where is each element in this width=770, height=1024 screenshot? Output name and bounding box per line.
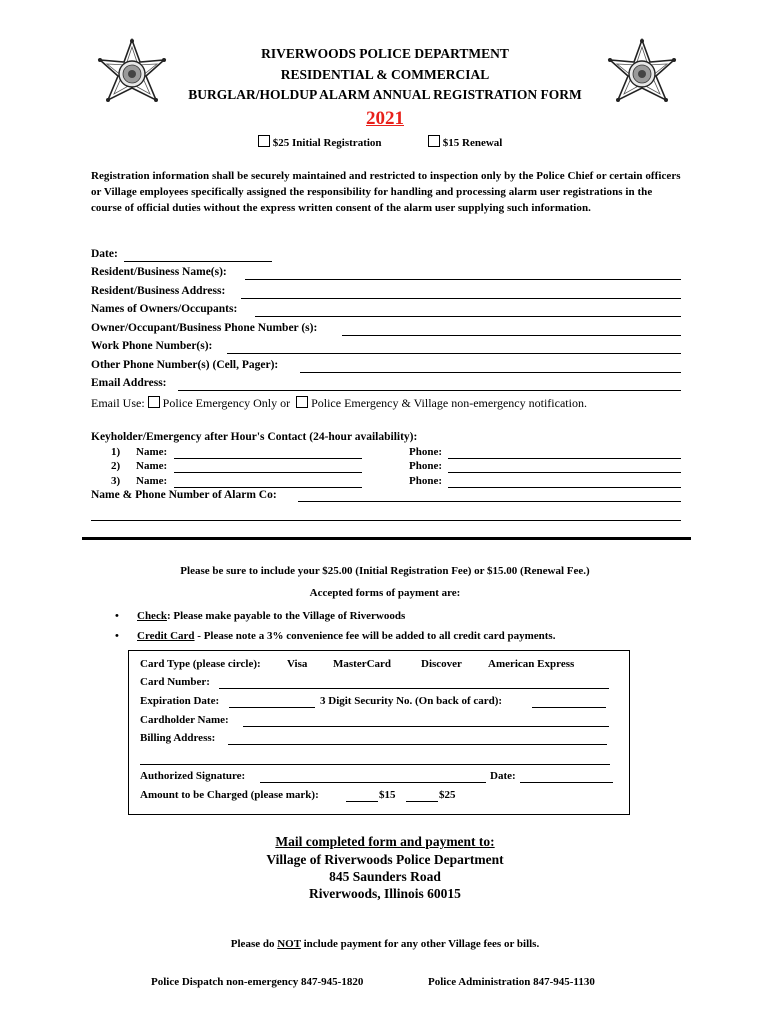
resident-name-label: Resident/Business Name(s): [91,266,227,278]
keyholder-heading: Keyholder/Emergency after Hour's Contact (24-hour availability): [91,431,418,443]
header-line-2: RESIDENTIAL & COMMERCIAL [280,67,490,82]
dispatch-phone: Police Dispatch non-emergency 847-945-1820 [151,976,364,988]
date-input-line[interactable] [124,261,272,262]
initial-registration-checkbox[interactable] [258,135,270,147]
amount-25-option: $25 [439,789,456,801]
resident-address-input-line[interactable] [241,298,681,299]
keyholder-phone-input-line[interactable] [448,487,681,488]
other-phone-input-line[interactable] [300,372,681,373]
alarm-company-label: Name & Phone Number of Alarm Co: [91,489,277,501]
card-type-amex[interactable]: American Express [488,658,575,670]
card-type-mastercard[interactable]: MasterCard [333,658,392,670]
keyholder-name-label: Name: [136,446,168,458]
bullet: • [115,630,119,642]
signature-date-label: Date: [490,770,516,782]
keyholder-num: 2) [111,460,121,472]
alarm-company-input-line[interactable] [298,501,681,502]
billing-address-input-line[interactable] [228,744,607,745]
administration-phone: Police Administration 847-945-1130 [428,976,595,988]
resident-name-input-line[interactable] [245,279,681,280]
card-number-input-line[interactable] [219,688,609,689]
email-use-row: Email Use: Police Emergency Only or Police Emergency & Village non-emergency notification. [91,396,587,410]
header-line-1: RIVERWOODS POLICE DEPARTMENT [261,46,509,61]
fee-reminder: Please be sure to include your $25.00 (Initial Registration Fee) or $15.00 (Renewal Fee.) [180,565,590,577]
email-input-line[interactable] [178,390,681,391]
keyholder-num: 1) [111,446,121,458]
mail-line-1: Village of Riverwoods Police Department [266,852,504,867]
cardholder-input-line[interactable] [243,726,609,727]
alarm-company-input-line-2[interactable] [91,520,681,521]
keyholder-num: 3) [111,475,121,487]
billing-address-label: Billing Address: [140,732,216,744]
keyholder-name-input-line[interactable] [174,472,362,473]
keyholder-name-label: Name: [136,460,168,472]
mail-line-2: 845 Saunders Road [329,869,441,884]
card-type-discover[interactable]: Discover [421,658,462,670]
keyholder-phone-label: Phone: [409,460,442,472]
work-phone-label: Work Phone Number(s): [91,340,213,352]
section-divider [82,537,691,540]
privacy-statement: Registration information shall be securely maintained and restricted to inspection only by the Police Chief or certain officers or Village employees specifically assigned the responsibility for handling and processing alarm user registrations in the course of official duties without the express written consent of the alarm user supplying such information. [91,170,681,214]
card-type-label: Card Type (please circle): [140,658,261,670]
email-police-village-checkbox[interactable] [296,396,308,408]
signature-input-line[interactable] [260,782,486,783]
form-year: 2021 [366,108,404,129]
amount-label: Amount to be Charged (please mark): [140,789,319,801]
owners-input-line[interactable] [255,316,681,317]
keyholder-phone-label: Phone: [409,446,442,458]
amount-15-option: $15 [379,789,396,801]
renewal-checkbox[interactable] [428,135,440,147]
other-phone-label: Other Phone Number(s) (Cell, Pager): [91,359,279,371]
expiration-label: Expiration Date: [140,695,220,707]
keyholder-phone-label: Phone: [409,475,442,487]
work-phone-input-line[interactable] [227,353,681,354]
keyholder-phone-input-line[interactable] [448,472,681,473]
credit-card-payment-item: Credit Card - Please note a 3% convenience fee will be added to all credit card payments. [137,630,556,642]
resident-address-label: Resident/Business Address: [91,285,226,297]
mail-line-3: Riverwoods, Illinois 60015 [309,886,461,901]
header-line-3: BURGLAR/HOLDUP ALARM ANNUAL REGISTRATION FORM [188,87,582,102]
phone-label: Owner/Occupant/Business Phone Number (s): [91,322,318,334]
keyholder-phone-input-line[interactable] [448,458,681,459]
card-type-visa[interactable]: Visa [287,658,308,670]
security-code-label: 3 Digit Security No. (On back of card): [320,695,503,707]
mail-heading: Mail completed form and payment to: [275,834,495,849]
date-label: Date: [91,248,118,260]
renewal-option[interactable]: $15 Renewal [428,135,502,149]
check-payment-item: Check: Please make payable to the Village of Riverwoods [137,610,406,622]
security-code-input-line[interactable] [532,707,606,708]
amount-25-mark-line[interactable] [406,801,438,802]
keyholder-name-input-line[interactable] [174,487,362,488]
phone-input-line[interactable] [342,335,681,336]
accepted-payments-heading: Accepted forms of payment are: [309,587,461,599]
signature-date-input-line[interactable] [520,782,613,783]
initial-registration-option[interactable]: $25 Initial Registration [258,135,382,149]
expiration-input-line[interactable] [229,707,315,708]
keyholder-name-label: Name: [136,475,168,487]
payment-note: Please do NOT include payment for any other Village fees or bills. [230,938,540,950]
bullet: • [115,610,119,622]
email-label: Email Address: [91,377,167,389]
cardholder-label: Cardholder Name: [140,714,229,726]
signature-label: Authorized Signature: [140,770,246,782]
owners-label: Names of Owners/Occupants: [91,303,238,315]
amount-15-mark-line[interactable] [346,801,378,802]
billing-address-input-line-2[interactable] [140,764,610,765]
keyholder-name-input-line[interactable] [174,458,362,459]
email-police-only-checkbox[interactable] [148,396,160,408]
card-number-label: Card Number: [140,676,210,688]
